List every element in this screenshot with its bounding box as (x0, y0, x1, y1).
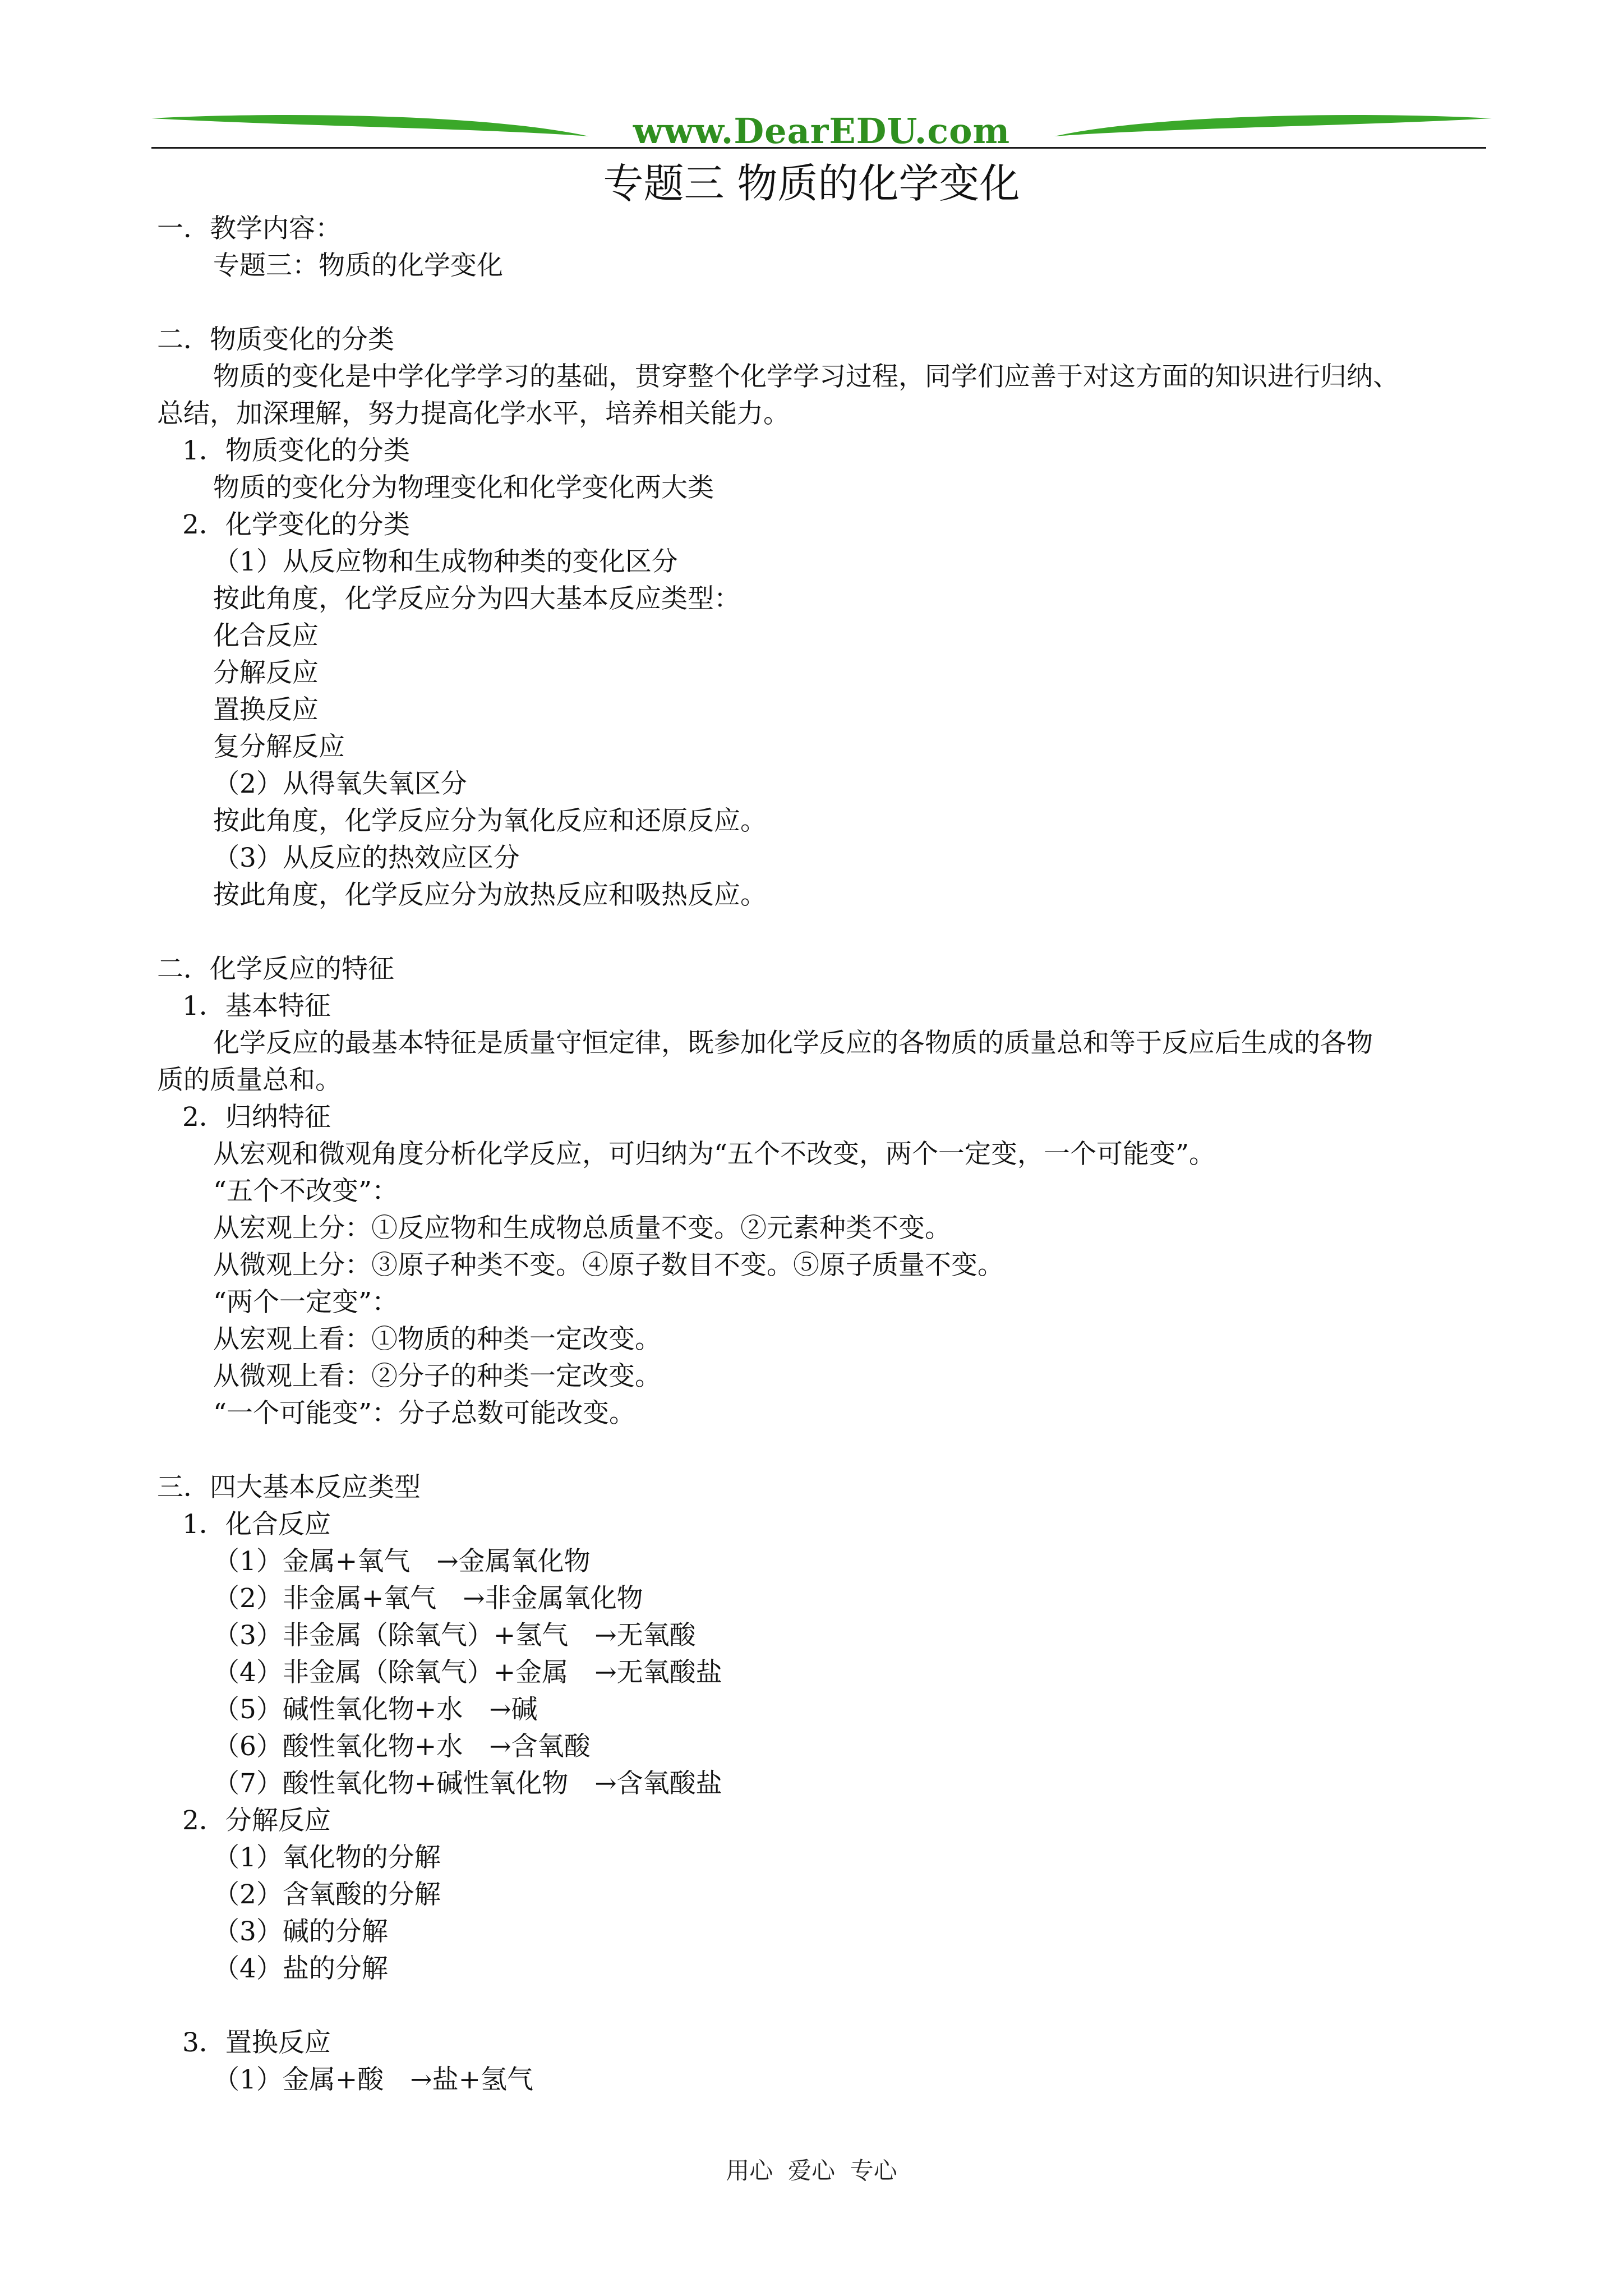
subsection-heading: 1．基本特征 (182, 991, 331, 1022)
document-title: 专题三 物质的化学变化 (603, 160, 1020, 207)
list-item: （4）非金属（除氧气）+金属 →无氧酸盐 (213, 1657, 722, 1688)
body-text: “一个可能变”：分子总数可能改变。 (213, 1398, 636, 1429)
body-text: 化学反应的最基本特征是质量守恒定律，既参加化学反应的各物质的质量总和等于反应后生成的各物 (213, 1028, 1373, 1059)
body-text: 按此角度，化学反应分为四大基本反应类型： (213, 583, 740, 614)
body-text: 从微观上看：②分子的种类一定改变。 (213, 1361, 661, 1392)
list-item: （3）非金属（除氧气）+氢气 →无氧酸 (213, 1620, 696, 1651)
list-item: 分解反应 (213, 657, 319, 688)
list-item: 置换反应 (213, 694, 319, 725)
list-item: （6）酸性氧化物+水 →含氧酸 (213, 1731, 591, 1762)
body-text: 总结，加深理解，努力提高化学水平，培养相关能力。 (157, 398, 790, 429)
list-item: （2）非金属+氧气 →非金属氧化物 (213, 1583, 643, 1614)
list-item: 化合反应 (213, 620, 319, 651)
body-text: 专题三：物质的化学变化 (213, 250, 503, 281)
list-item: （4）盐的分解 (213, 1953, 388, 1984)
subsection-heading: 3．置换反应 (182, 2027, 331, 2058)
list-item: （3）碱的分解 (213, 1916, 388, 1947)
body-text: 从宏观上分：①反应物和生成物总质量不变。②元素种类不变。 (213, 1213, 951, 1244)
list-item: （1）金属+酸 →盐+氢气 (213, 2064, 534, 2095)
subsection-heading: 2．化学变化的分类 (182, 509, 410, 540)
section-heading: 二．物质变化的分类 (157, 324, 394, 355)
list-item: 复分解反应 (213, 731, 345, 762)
page-footer: 用心 爱心 专心 (726, 2157, 897, 2184)
body-text: 按此角度，化学反应分为放热反应和吸热反应。 (213, 880, 767, 910)
body-text: 从宏观上看：①物质的种类一定改变。 (213, 1324, 661, 1355)
body-text: 按此角度，化学反应分为氧化反应和还原反应。 (213, 806, 767, 836)
body-text: 物质的变化是中学化学学习的基础，贯穿整个化学学习过程，同学们应善于对这方面的知识进行归纳、 (213, 361, 1399, 392)
list-item: （1）金属+氧气 →金属氧化物 (213, 1546, 591, 1577)
subsection-heading: 2．分解反应 (182, 1805, 331, 1836)
body-text: 物质的变化分为物理变化和化学变化两大类 (213, 472, 714, 503)
body-text: “五个不改变”： (213, 1176, 399, 1207)
list-item: （3）从反应的热效应区分 (213, 843, 520, 873)
subsection-heading: 1．物质变化的分类 (182, 435, 410, 466)
body-text: 从宏观和微观角度分析化学反应，可归纳为“五个不改变，两个一定变，一个可能变”。 (213, 1139, 1216, 1170)
list-item: （2）从得氧失氧区分 (213, 769, 467, 799)
list-item: （5）碱性氧化物+水 →碱 (213, 1694, 538, 1725)
site-logo-text: www.DearEDU.com (633, 111, 1011, 151)
list-item: （1）从反应物和生成物种类的变化区分 (213, 546, 678, 577)
body-text: 从微观上分：③原子种类不变。④原子数目不变。⑤原子质量不变。 (213, 1250, 1004, 1281)
subsection-heading: 1．化合反应 (182, 1509, 331, 1540)
subsection-heading: 2．归纳特征 (182, 1102, 331, 1133)
list-item: （1）氧化物的分解 (213, 1842, 441, 1873)
section-heading: 二．化学反应的特征 (157, 954, 394, 984)
section-heading: 三．四大基本反应类型 (157, 1472, 421, 1503)
list-item: （2）含氧酸的分解 (213, 1879, 441, 1910)
body-text: 质的质量总和。 (157, 1065, 342, 1096)
list-item: （7）酸性氧化物+碱性氧化物 →含氧酸盐 (213, 1768, 722, 1799)
body-text: “两个一定变”： (213, 1287, 399, 1318)
section-heading: 一．教学内容： (157, 213, 342, 244)
